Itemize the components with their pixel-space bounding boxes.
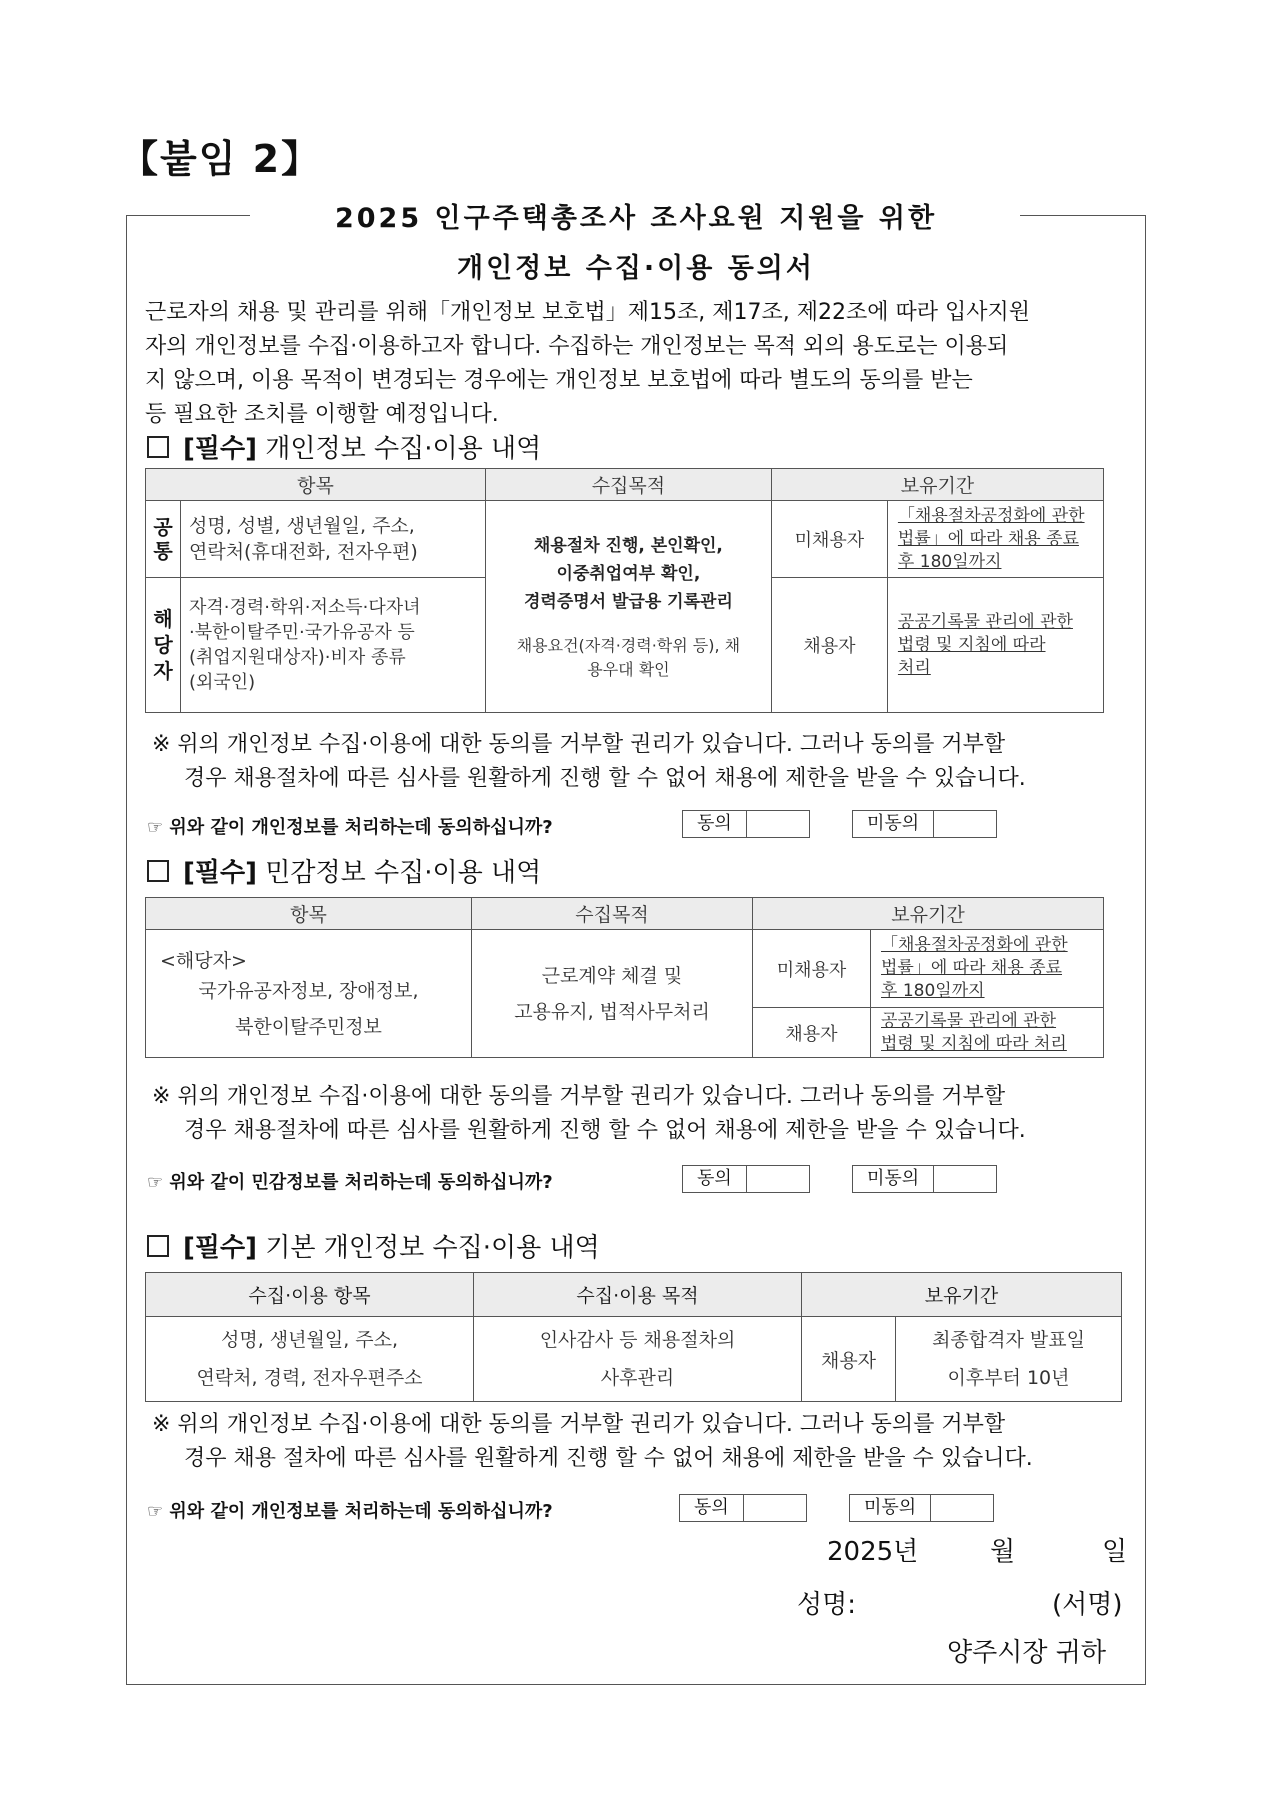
intro-paragraph: 근로자의 채용 및 관리를 위해「개인정보 보호법」제15조, 제17조, 제22조에 따라 입사지원 자의 개인정보를 수집·이용하고자 합니다. 수집하는 개인정보는 목적 외의 용도로는 이용되 지 않으며, 이용 목적이 변경되는 경우에는 개인정보 보호법에 따라 별도의 동의를 받는 등 필요한 조치를 이행할 예정입니다. [145, 300, 1030, 427]
section3-heading: [필수] 기본 개인정보 수집·이용 내역 [147, 1227, 600, 1264]
disagree-checkbox-3[interactable]: 미동의 [849, 1494, 994, 1522]
basic-info-table: 수집·이용 항목 수집·이용 목적 보유기간 성명, 생년월일, 주소, 연락처, 경력, 전자우편주소 인사감사 등 채용절차의 사후관리 채용자 최종합격자 발표일 이후부터 10년 [145, 1272, 1122, 1402]
checkbox-icon [147, 860, 169, 882]
name-label: 성명: [797, 1590, 856, 1620]
consent-question-1: ☞ 위와 같이 개인정보를 처리하는데 동의하십니까? [147, 817, 553, 838]
refusal-notice-2: ※ 위의 개인정보 수집·이용에 대한 동의를 거부할 권리가 있습니다. 그러나 동의를 거부할 경우 채용절차에 따른 심사를 원활하게 진행 할 수 없어 채용에 제한을 받을 수 있습니다. [152, 1084, 1026, 1143]
consent-question-3: ☞ 위와 같이 개인정보를 처리하는데 동의하십니까? [147, 1501, 553, 1522]
section1-heading: [필수] 개인정보 수집·이용 내역 [147, 428, 541, 465]
attachment-label: 【붙임 2】 [120, 137, 322, 181]
disagree-checkbox-2[interactable]: 미동의 [852, 1165, 997, 1193]
common-label: 공통 [146, 501, 181, 578]
disagree-checkbox-1[interactable]: 미동의 [852, 810, 997, 838]
refusal-notice-3: ※ 위의 개인정보 수집·이용에 대한 동의를 거부할 권리가 있습니다. 그러나 동의를 거부할 경우 채용 절차에 따른 심사를 원활하게 진행 할 수 없어 채용에 제한을 받을 수 있습니다. [152, 1412, 1033, 1471]
applicable-label: 해당자 [146, 578, 181, 713]
sensitive-info-table: 항목 수집목적 보유기간 <해당자> 국가유공자정보, 장애정보, 북한이탈주민정보 근로계약 체결 및 고용유지, 법적사무처리 미채용자 「채용절차공정화에 관한 법률」에 따라 채용 종료 후 180일까지 채용자 공공기록물 관리에 관한 법령 및 지침에 따라 처리 [145, 897, 1104, 1058]
purpose-cell: 채용절차 진행, 본인확인, 이중취업여부 확인, 경력증명서 발급용 기록관리 채용요건(자격·경력·학위 등), 채 용우대 확인 [485, 501, 771, 713]
date-month: 월 [990, 1537, 1016, 1567]
date-year: 2025년 [827, 1537, 919, 1567]
signature-label: (서명) [1052, 1590, 1123, 1620]
agree-checkbox-2[interactable]: 동의 [682, 1165, 810, 1193]
agree-checkbox-3[interactable]: 동의 [679, 1494, 807, 1522]
addressee: 양주시장 귀하 [947, 1638, 1106, 1668]
section2-heading: [필수] 민감정보 수집·이용 내역 [147, 852, 541, 889]
form-title-line1: 2025 인구주택총조사 조사요원 지원을 위한 [334, 203, 938, 234]
date-day: 일 [1102, 1537, 1128, 1567]
refusal-notice-1: ※ 위의 개인정보 수집·이용에 대한 동의를 거부할 권리가 있습니다. 그러나 동의를 거부할 경우 채용절차에 따른 심사를 원활하게 진행 할 수 없어 채용에 제한을 받을 수 있습니다. [152, 732, 1026, 791]
consent-question-2: ☞ 위와 같이 민감정보를 처리하는데 동의하십니까? [147, 1172, 553, 1193]
agree-checkbox-1[interactable]: 동의 [682, 810, 810, 838]
form-title-line2: 개인정보 수집·이용 동의서 [457, 253, 815, 284]
checkbox-icon [147, 436, 169, 458]
checkbox-icon [147, 1235, 169, 1257]
personal-info-table: 항목 수집목적 보유기간 공통 성명, 성별, 생년월일, 주소, 연락처(휴대전화, 전자우편) 채용절차 진행, 본인확인, 이중취업여부 확인, 경력증명서 발급용 기록관리 채용요건(자격·경력·학위 등), 채 용우대 확인 미채용자 「채용절차공정화에 관한 법률」에 따라 채용 종료 후 180일까지 해당자 자격·경력·학위·저소득·다자녀 ·북한이탈주민·국가유공자 등 (취업지원대상자)·비자 종류 (외국인) 채용자 공공기록물 관리에 관한 법령 및 지침에 따라 처리 [145, 468, 1104, 713]
